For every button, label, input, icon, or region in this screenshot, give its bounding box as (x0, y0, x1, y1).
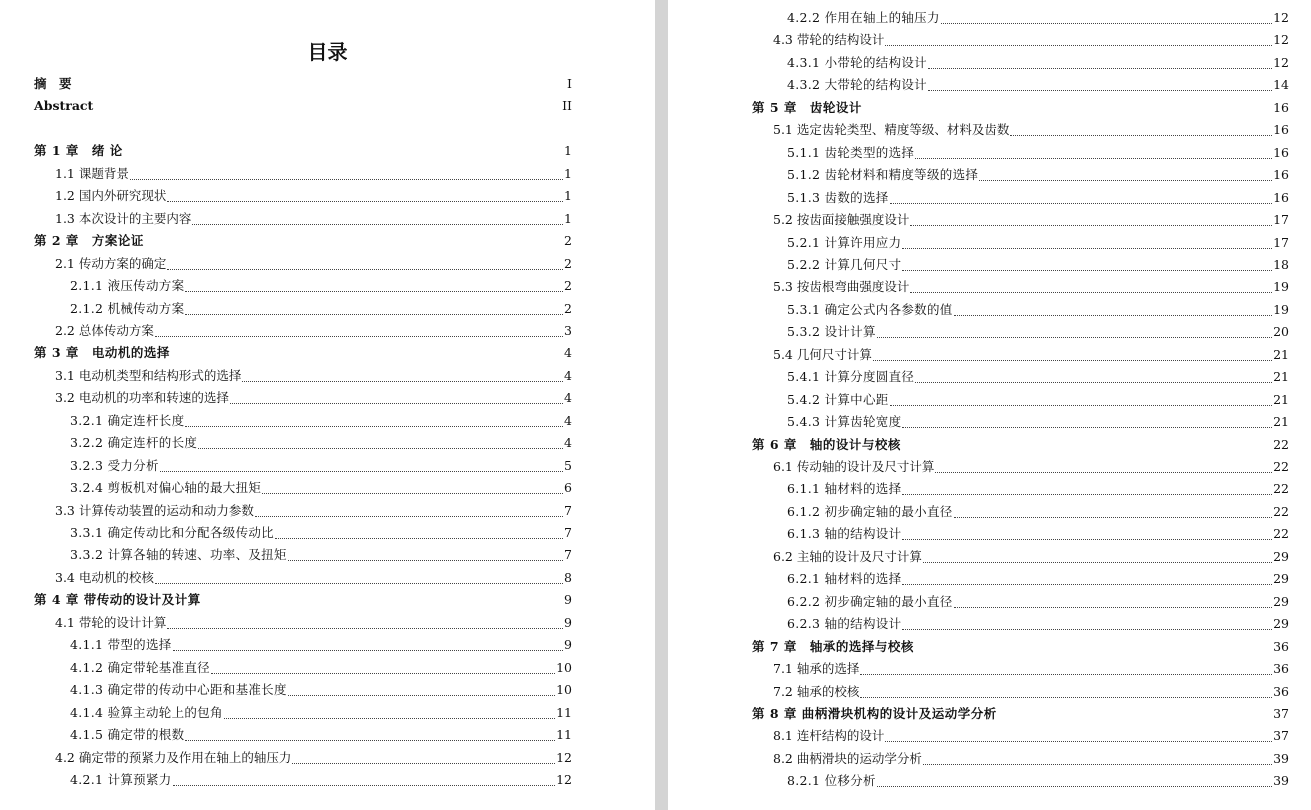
toc-page-number: 7 (564, 525, 572, 540)
toc-page-number: 39 (1273, 773, 1289, 789)
toc-entry-title: 第 8 章 曲柄滑块机构的设计及运动学分析 (752, 705, 997, 721)
toc-entry[interactable] (787, 568, 1289, 591)
toc-page-number: 12 (556, 771, 572, 787)
toc-entry[interactable] (787, 613, 1289, 636)
toc-page-number: 5 (564, 457, 572, 473)
toc-page-number: 21 (1273, 414, 1289, 430)
toc-page-number: 7 (564, 502, 572, 518)
toc-page-number: 18 (1273, 256, 1289, 272)
toc-leader (885, 32, 1272, 46)
toc-entry-title: 2.1.2 机械传动方案 (70, 300, 185, 316)
toc-leader (890, 190, 1273, 204)
toc-entry-title: 5.3 按齿根弯曲强度设计 (773, 279, 910, 295)
toc-leader (877, 773, 1272, 787)
toc-entry[interactable] (70, 410, 572, 433)
toc-page-number: 4 (564, 345, 572, 361)
toc-page-number: 11 (556, 727, 572, 743)
toc-entry[interactable] (55, 612, 572, 635)
toc-page-number: 6 (564, 480, 572, 496)
toc-entry-title: 4.2.2 作用在轴上的轴压力 (787, 10, 940, 25)
toc-page-right (668, 0, 1311, 810)
toc-page-number: 2 (564, 255, 572, 271)
toc-leader (145, 233, 563, 246)
toc-entry-title: 8.1 连杆结构的设计 (773, 728, 885, 744)
toc-entry[interactable] (55, 163, 572, 186)
toc-entry-title: 5.3.1 确定公式内各参数的值 (787, 301, 953, 317)
toc-chapter-entry[interactable] (34, 342, 572, 365)
toc-entry-title: 1.3 本次设计的主要内容 (55, 210, 192, 226)
toc-entry-title: 3.3.1 确定传动比和分配各级传动比 (70, 525, 274, 540)
toc-entry-title: 5.2 按齿面接触强度设计 (773, 212, 910, 228)
toc-page-number: 8 (564, 569, 572, 585)
toc-entry-title: 4.3.2 大带轮的结构设计 (787, 77, 927, 93)
toc-entry[interactable] (787, 321, 1289, 344)
toc-leader (915, 639, 1272, 652)
toc-page-number: 20 (1273, 324, 1289, 340)
toc-entry-title: 5.1.2 齿轮材料和精度等级的选择 (787, 167, 979, 183)
toc-entry-title: 2.1 传动方案的确定 (55, 255, 167, 271)
toc-page-number: 4 (564, 435, 572, 451)
toc-entry-title: 6.1.1 轴材料的选择 (787, 481, 902, 497)
toc-page-number: 29 (1273, 593, 1289, 609)
toc-entry[interactable] (787, 770, 1289, 793)
toc-chapter-entry[interactable] (752, 636, 1289, 659)
toc-entry (34, 118, 572, 141)
toc-leader (902, 235, 1272, 249)
toc-entry-title: 摘 要 (34, 76, 72, 91)
toc-entry-title: 4.1.5 确定带的根数 (70, 727, 185, 743)
toc-page-number: 10 (556, 659, 572, 675)
toc-page-number: 36 (1273, 683, 1289, 699)
toc-entry[interactable] (55, 387, 572, 410)
toc-entry-title: 8.2.1 位移分析 (787, 773, 876, 789)
toc-page-number: I (567, 76, 572, 91)
toc-entry-title: 3.2.2 确定连杆的长度 (70, 435, 198, 451)
toc-page-number: 16 (1273, 189, 1289, 205)
toc-entry-title: 5.3.2 设计计算 (787, 324, 876, 340)
toc-entry[interactable] (787, 591, 1289, 614)
toc-page-number: 36 (1273, 638, 1289, 654)
toc-leader (902, 414, 1272, 428)
toc-entry[interactable] (773, 276, 1289, 299)
toc-leader (902, 481, 1272, 495)
toc-leader (155, 570, 563, 584)
toc-page-number: 12 (1273, 54, 1289, 70)
toc-entry-title: 4.2 确定带的预紧力及作用在轴上的轴压力 (55, 749, 292, 765)
toc-page-number: 22 (1273, 481, 1289, 497)
toc-leader (863, 100, 1272, 113)
toc-entry[interactable] (55, 253, 572, 276)
toc-leader (292, 750, 555, 764)
toc-leader (288, 547, 563, 561)
toc-leader (198, 435, 563, 449)
toc-chapter-entry[interactable] (34, 140, 572, 163)
toc-page-number: 10 (556, 682, 572, 698)
toc-leader (155, 323, 563, 337)
toc-page-number: 29 (1273, 548, 1289, 564)
toc-entry[interactable] (70, 769, 572, 792)
toc-leader (998, 706, 1272, 719)
toc-entry-title: 3.3.2 计算各轴的转速、功率、及扭矩 (70, 547, 287, 563)
toc-leader (910, 279, 1272, 293)
toc-entry-title: 3.2.3 受力分析 (70, 457, 159, 473)
toc-page-number: 2 (564, 300, 572, 316)
toc-entry[interactable] (70, 298, 572, 321)
toc-chapter-entry[interactable] (752, 434, 1289, 457)
toc-entry-title: 3.2.1 确定连杆长度 (70, 412, 185, 428)
toc-entry[interactable] (787, 52, 1289, 75)
toc-entry[interactable] (787, 411, 1289, 434)
toc-leader (167, 615, 563, 629)
toc-leader (185, 278, 563, 292)
toc-leader (275, 525, 563, 539)
toc-entry[interactable] (787, 389, 1289, 412)
toc-entry-title: 6.1 传动轴的设计及尺寸计算 (773, 459, 935, 474)
toc-leader (954, 594, 1273, 608)
toc-leader (923, 751, 1272, 765)
toc-leader (167, 256, 563, 270)
toc-entry[interactable] (70, 275, 572, 298)
toc-entry-title: 3.1 电动机类型和结构形式的选择 (55, 367, 242, 383)
toc-entry[interactable] (787, 523, 1289, 546)
toc-leader (915, 145, 1272, 159)
toc-leader (979, 167, 1272, 181)
toc-entry-title: 6.2.3 轴的结构设计 (787, 616, 902, 632)
toc-entry[interactable] (70, 432, 572, 455)
toc-page-number: 17 (1273, 234, 1289, 250)
toc-leader (1010, 122, 1272, 136)
toc-entry[interactable] (787, 74, 1289, 97)
toc-page-number: 17 (1273, 212, 1289, 228)
toc-entry[interactable] (70, 634, 572, 657)
toc-entry[interactable] (70, 657, 572, 680)
toc-entry[interactable] (70, 522, 572, 545)
toc-leader (130, 166, 563, 180)
toc-entry[interactable] (773, 119, 1289, 142)
toc-entry-title: 5.4 几何尺寸计算 (773, 346, 872, 362)
toc-page-number: 21 (1273, 346, 1289, 362)
toc-entry[interactable] (787, 164, 1289, 187)
toc-leader (954, 504, 1273, 518)
toc-entry-title: 第 1 章 绪 论 (34, 143, 123, 159)
toc-entry-title: 2.2 总体传动方案 (55, 322, 154, 338)
toc-leader (173, 637, 563, 651)
toc-leader (192, 211, 563, 225)
toc-page-number: 9 (564, 614, 572, 630)
toc-entry-title: 5.4.2 计算中心距 (787, 391, 889, 407)
toc-page-number: 21 (1273, 391, 1289, 407)
toc-entry[interactable] (773, 456, 1289, 479)
toc-entry[interactable] (70, 455, 572, 478)
toc-entry[interactable] (70, 477, 572, 500)
toc-entry[interactable] (773, 725, 1289, 748)
toc-entry-title: 4.1.3 确定带的传动中心距和基准长度 (70, 682, 287, 698)
toc-page-number: 12 (1273, 10, 1289, 25)
toc-entry-title: 第 5 章 齿轮设计 (752, 99, 862, 115)
toc-entry[interactable] (55, 208, 572, 231)
toc-leader (230, 390, 563, 404)
toc-leader (954, 302, 1273, 316)
toc-leader (873, 347, 1272, 361)
toc-page-number: 16 (1273, 122, 1289, 138)
toc-entry[interactable] (70, 724, 572, 747)
toc-entry-title: 2.1.1 液压传动方案 (70, 278, 185, 294)
toc-entry[interactable] (773, 748, 1289, 771)
toc-leader (860, 684, 1272, 698)
toc-page-number: 39 (1273, 750, 1289, 766)
toc-page-number: 9 (564, 637, 572, 653)
toc-page-number: 3 (564, 322, 572, 338)
toc-page-number: 21 (1273, 369, 1289, 385)
toc-entry-title: 1.2 国内外研究现状 (55, 188, 167, 204)
toc-page-number: 22 (1273, 526, 1289, 542)
toc-leader (928, 55, 1272, 69)
toc-entry[interactable] (787, 187, 1289, 210)
toc-page-number: 11 (556, 704, 572, 720)
toc-leader (185, 727, 555, 741)
toc-page-number: 29 (1273, 571, 1289, 587)
toc-entry[interactable] (55, 747, 572, 770)
toc-entry[interactable] (787, 478, 1289, 501)
toc-entry[interactable] (787, 254, 1289, 277)
toc-leader (288, 682, 555, 696)
toc-page-number: 1 (564, 165, 572, 181)
toc-leader (202, 592, 563, 605)
toc-chapter-entry[interactable] (34, 589, 572, 612)
toc-entry[interactable] (34, 95, 572, 118)
toc-entry[interactable] (787, 142, 1289, 165)
toc-entry[interactable] (773, 344, 1289, 367)
toc-leader (928, 77, 1272, 91)
toc-entry-title: 8.2 曲柄滑块的运动学分析 (773, 750, 922, 766)
toc-entry-title: 4.2.1 计算预紧力 (70, 771, 172, 787)
toc-leader (902, 257, 1272, 271)
toc-page-number: 4 (564, 390, 572, 406)
toc-page-number: 19 (1273, 301, 1289, 317)
toc-entry-title: 6.2.2 初步确定轴的最小直径 (787, 593, 953, 609)
toc-chapter-entry[interactable] (34, 230, 572, 253)
toc-entry-title: 第 7 章 轴承的选择与校核 (752, 638, 914, 654)
toc-leader (923, 549, 1272, 563)
toc-entry-title: 5.4.1 计算分度圆直径 (787, 369, 915, 385)
toc-entry[interactable] (55, 500, 572, 523)
toc-entry-title: 4.3.1 小带轮的结构设计 (787, 54, 927, 70)
toc-entry-title: 4.3 带轮的结构设计 (773, 32, 885, 48)
toc-entry-title: 5.1 选定齿轮类型、精度等级、材料及齿数 (773, 122, 1010, 138)
toc-entry-title: 5.1.3 齿数的选择 (787, 189, 889, 205)
toc-leader (160, 458, 563, 472)
toc-entry-title: Abstract (34, 98, 94, 114)
toc-leader (902, 437, 1272, 450)
toc-entry-title: 6.1.3 轴的结构设计 (787, 526, 902, 542)
toc-page-number: 2 (564, 233, 572, 249)
toc-leader (885, 728, 1272, 742)
toc-page-number: 37 (1273, 705, 1289, 721)
toc-entry[interactable] (55, 365, 572, 388)
toc-entry-title: 4.1.4 验算主动轮上的包角 (70, 704, 223, 720)
toc-page-left (0, 0, 655, 810)
toc-page-number: 22 (1273, 503, 1289, 519)
toc-leader (902, 571, 1272, 585)
toc-leader (262, 480, 563, 494)
toc-entry-title: 第 6 章 轴的设计与校核 (752, 436, 901, 452)
toc-entry[interactable] (773, 681, 1289, 704)
toc-leader (941, 10, 1272, 24)
toc-leader (185, 301, 563, 315)
toc-entry[interactable] (787, 501, 1289, 524)
toc-entry[interactable] (787, 299, 1289, 322)
toc-leader (224, 705, 555, 719)
toc-entry-title: 5.4.3 计算齿轮宽度 (787, 414, 902, 430)
toc-leader (242, 368, 563, 382)
toc-page-number: 16 (1273, 99, 1289, 115)
toc-page-number: 22 (1273, 459, 1289, 474)
toc-entry-title: 3.2 电动机的功率和转速的选择 (55, 390, 229, 406)
toc-page-number: 7 (564, 547, 572, 563)
toc-page-number: 12 (1273, 32, 1289, 48)
toc-entry[interactable] (773, 546, 1289, 569)
toc-page-number: 9 (564, 592, 572, 608)
toc-entry-title: 4.1 带轮的设计计算 (55, 614, 167, 630)
toc-entry[interactable] (773, 658, 1289, 681)
toc-page-number: 4 (564, 412, 572, 428)
toc-leader (73, 76, 567, 89)
toc-leader (167, 188, 563, 202)
toc-entry[interactable] (55, 320, 572, 343)
toc-entry[interactable] (787, 7, 1289, 30)
toc-entry-title: 第 2 章 方案论证 (34, 233, 144, 249)
toc-page-number: 1 (564, 210, 572, 226)
toc-entry[interactable] (55, 185, 572, 208)
toc-page-number: 4 (564, 367, 572, 383)
toc-entry-title: 5.2.2 计算几何尺寸 (787, 256, 902, 272)
toc-entry[interactable] (787, 366, 1289, 389)
toc-leader (185, 413, 563, 427)
toc-entry-title: 4.1.2 确定带轮基准直径 (70, 659, 210, 675)
toc-entry-title: 7.1 轴承的选择 (773, 661, 860, 677)
toc-leader (890, 392, 1273, 406)
toc-page-number: 1 (564, 143, 572, 159)
toc-page-number: 2 (564, 278, 572, 294)
toc-chapter-entry[interactable] (752, 97, 1289, 120)
toc-entry-title: 5.2.1 计算许用应力 (787, 234, 902, 250)
toc-page-number: 29 (1273, 616, 1289, 632)
toc-leader (94, 98, 561, 111)
toc-entry-title: 3.4 电动机的校核 (55, 569, 154, 585)
toc-entry-title: 3.3 计算传动装置的运动和动力参数 (55, 502, 254, 518)
toc-leader (173, 772, 556, 786)
toc-chapter-entry[interactable] (752, 703, 1289, 726)
toc-page-number: 12 (556, 749, 572, 765)
toc-entry[interactable] (787, 232, 1289, 255)
toc-entry[interactable] (55, 567, 572, 590)
toc-leader (877, 324, 1272, 338)
toc-leader (915, 369, 1272, 383)
toc-page-number: 19 (1273, 279, 1289, 295)
toc-page-number: 16 (1273, 167, 1289, 183)
toc-entry-title: 1.1 课题背景 (55, 165, 129, 181)
toc-entry-title: 6.2 主轴的设计及尺寸计算 (773, 548, 922, 564)
toc-entry[interactable] (70, 544, 572, 567)
toc-page-number: 14 (1273, 77, 1289, 93)
toc-page-number: 22 (1273, 436, 1289, 452)
toc-page-number: 16 (1273, 144, 1289, 160)
toc-leader (902, 616, 1272, 630)
toc-entry[interactable] (773, 209, 1289, 232)
toc-entry[interactable] (773, 29, 1289, 52)
toc-entry-title: 7.2 轴承的校核 (773, 683, 860, 699)
toc-page-number: II (562, 98, 572, 114)
toc-entry[interactable] (70, 679, 572, 702)
toc-entry-title: 6.1.2 初步确定轴的最小直径 (787, 503, 953, 519)
toc-leader (171, 345, 563, 358)
page-gutter (655, 0, 668, 810)
toc-leader (860, 661, 1272, 675)
toc-entry-title: 5.1.1 齿轮类型的选择 (787, 144, 915, 160)
toc-leader (910, 212, 1272, 226)
toc-entry-title: 3.2.4 剪板机对偏心轴的最大扭矩 (70, 480, 262, 496)
toc-leader (211, 660, 555, 674)
toc-page-number: 1 (564, 188, 572, 204)
toc-leader (124, 143, 563, 156)
toc-entry[interactable] (34, 73, 572, 96)
toc-page-number: 36 (1273, 661, 1289, 677)
toc-entry-title: 第 3 章 电动机的选择 (34, 345, 170, 361)
toc-entry-title: 6.2.1 轴材料的选择 (787, 571, 902, 587)
toc-page-number: 37 (1273, 728, 1289, 744)
toc-leader (935, 459, 1272, 473)
toc-entry-title: 第 4 章 带传动的设计及计算 (34, 592, 201, 608)
toc-title: 目录 (307, 40, 348, 64)
toc-entry-title: 4.1.1 带型的选择 (70, 637, 172, 653)
toc-leader (255, 503, 563, 517)
toc-entry[interactable] (70, 702, 572, 725)
toc-leader (902, 526, 1272, 540)
